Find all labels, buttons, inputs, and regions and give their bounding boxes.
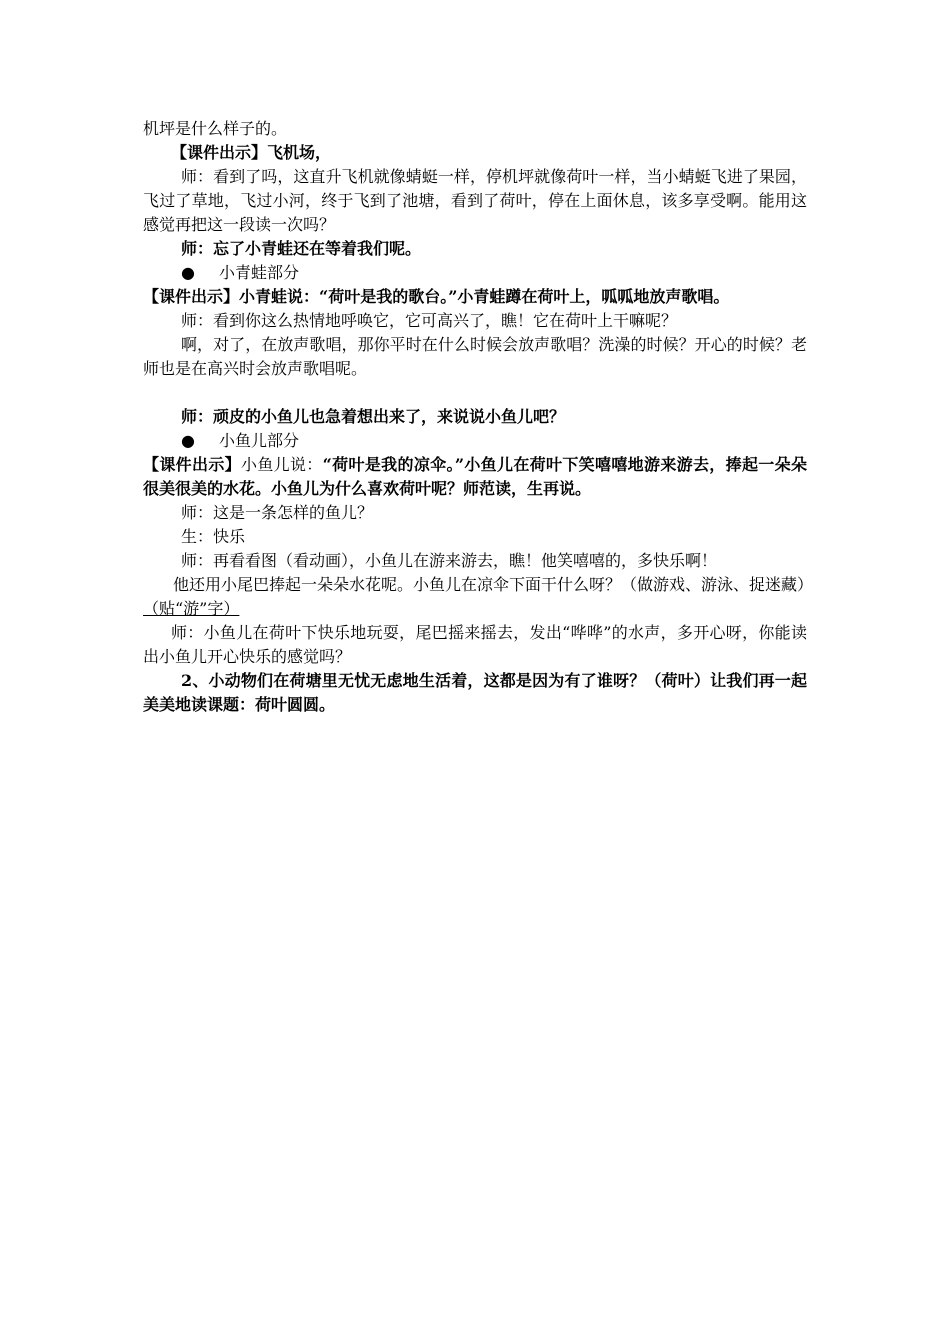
courseware-label: 【课件出示】 <box>143 287 240 306</box>
bullet-frog-section <box>143 261 807 285</box>
paragraph-fish-playing: 师：小鱼儿在荷叶下快乐地玩耍，尾巴摇来摇去，发出“哗哗”的水声，多开心呀，你能读出小鱼儿开心快乐的感觉吗？ <box>143 623 807 666</box>
paragraph-fish-intro: 师：顽皮的小鱼儿也急着想出来了，来说说小鱼儿吧？ <box>181 407 566 426</box>
paragraph-student-answer: 生：快乐 <box>181 527 246 546</box>
paragraph-dragonfly: 师：看到了吗，这直升飞机就像蜻蜓一样，停机坪就像荷叶一样，当小蜻蜓飞进了果园，飞过了草地，飞过小河，终于飞到了池塘，看到了荷叶，停在上面休息，该多享受啊。能用这感觉再把这一段读一次吗？ <box>143 167 807 234</box>
document-page <box>143 117 814 717</box>
paragraph-fish-tail <box>143 573 814 621</box>
blank-line <box>143 381 807 405</box>
courseware-text-b: “荷叶是我的凉伞。”小鱼儿在荷叶下笑嘻嘻地游来游去，捧起一朵朵很美很美的水花。小鱼儿为什么喜欢荷叶呢？师范读，生再说。 <box>143 455 807 498</box>
paragraph-conclusion: 2、小动物们在荷塘里无忧无虑地生活着，这都是因为有了谁呀？（荷叶）让我们再一起美美地读课题：荷叶圆圆。 <box>143 671 807 714</box>
paragraph-frog-teacher: 师：看到你这么热情地呼唤它，它可高兴了，瞧！它在荷叶上干嘛呢？ <box>181 311 678 330</box>
bullet-icon: ● <box>181 431 195 450</box>
paste-word-note: （贴“游”字） <box>143 599 240 618</box>
paragraph-courseware-frog <box>143 285 807 309</box>
paragraph-fish-question: 师：这是一条怎样的鱼儿？ <box>181 503 374 522</box>
paragraph-courseware-airport <box>143 141 807 165</box>
paragraph-fish-animation: 师：再看看图（看动画），小鱼儿在游来游去，瞧！他笑嘻嘻的，多快乐啊！ <box>181 551 718 570</box>
paragraph-1: 机坪是什么样子的。 <box>143 119 288 138</box>
courseware-text: 小青蛙说：“荷叶是我的歌台。”小青蛙蹲在荷叶上，呱呱地放声歌唱。 <box>239 287 730 306</box>
paragraph-courseware-fish <box>143 453 807 501</box>
bullet-text: 小鱼儿部分 <box>219 431 300 450</box>
paragraph-frog-intro: 师：忘了小青蛙还在等着我们呢。 <box>181 239 422 258</box>
bullet-icon: ● <box>181 263 195 282</box>
courseware-text: 飞机场， <box>267 143 332 162</box>
courseware-label: 【课件出示】 <box>143 455 241 474</box>
bullet-text: 小青蛙部分 <box>219 263 300 282</box>
courseware-text-a: 小鱼儿说： <box>240 455 323 474</box>
fish-tail-text: 他还用小尾巴捧起一朵朵水花呢。小鱼儿在凉伞下面干什么呀？（做游戏、游泳、捉迷藏） <box>173 575 814 594</box>
paragraph-frog-singing: 啊，对了，在放声歌唱，那你平时在什么时候会放声歌唱？洗澡的时候？开心的时候？老师也是在高兴时会放声歌唱呢。 <box>143 335 807 378</box>
courseware-label: 【课件出示】 <box>171 143 268 162</box>
bullet-fish-section <box>143 429 807 453</box>
